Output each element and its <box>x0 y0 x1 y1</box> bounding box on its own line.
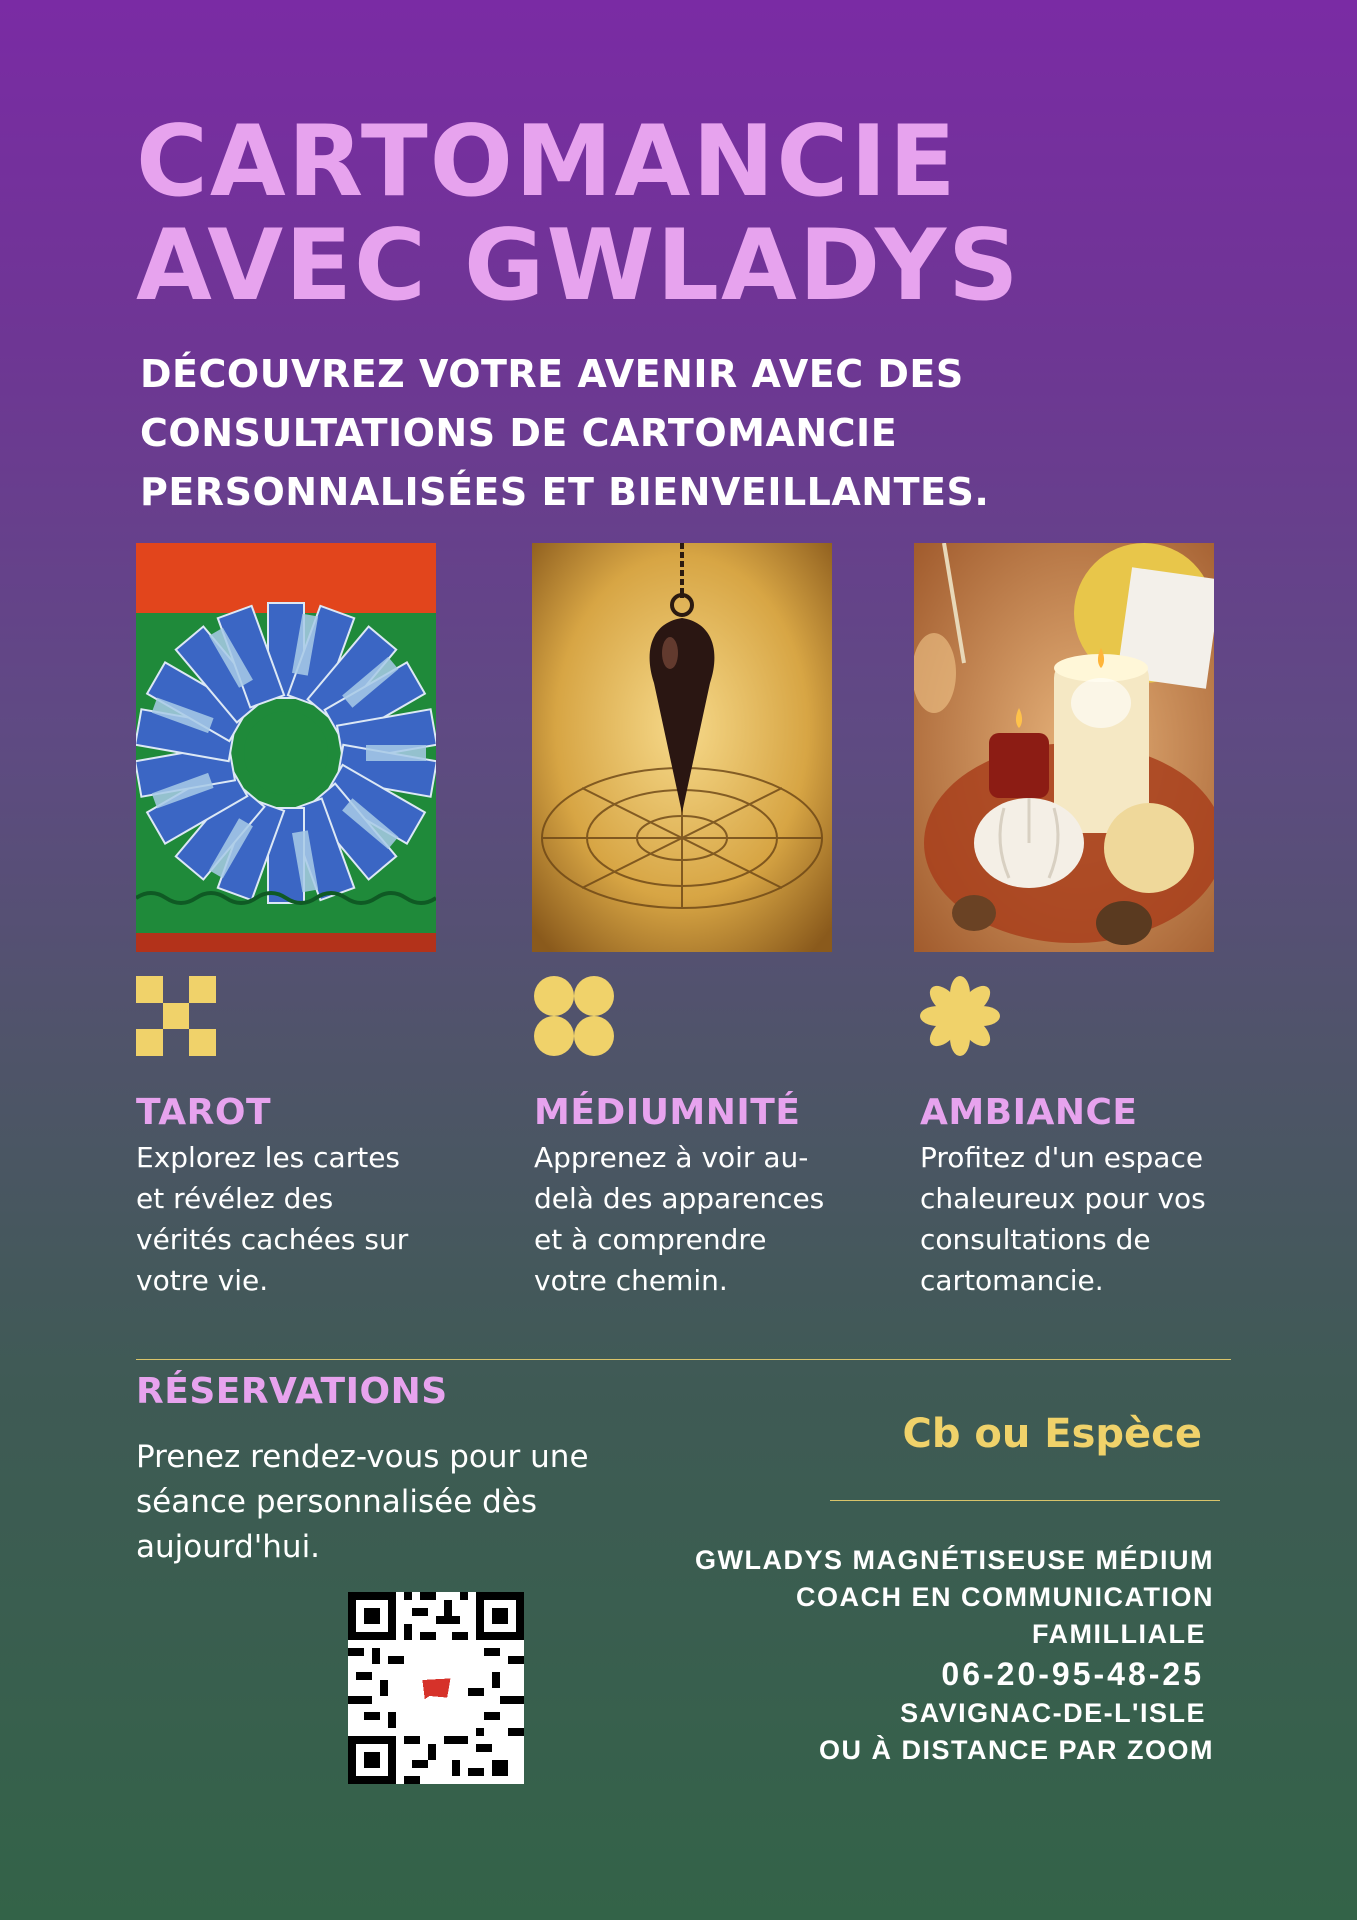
pendulum-photo <box>532 543 832 952</box>
page-title: CARTOMANCIE AVEC GWLADYS <box>136 105 1021 323</box>
feature-text-tarot: Explorez les cartes et révélez des vérités cachées sur votre vie. <box>136 1141 409 1297</box>
qr-code[interactable] <box>348 1592 524 1784</box>
feature-title-mediumnite: MÉDIUMNITÉ <box>534 1092 801 1133</box>
contact-remote: OU À DISTANCE PAR ZOOM <box>819 1735 1214 1765</box>
feature-text-mediumnite: Apprenez à voir au-delà des apparences et à comprendre votre chemin. <box>534 1141 825 1297</box>
checker-icon <box>136 976 216 1056</box>
reservations-title: RÉSERVATIONS <box>136 1371 448 1412</box>
reservations-text: Prenez rendez-vous pour une séance personnalisée dès aujourd'hui. <box>136 1439 589 1565</box>
feature-text-ambiance: Profitez d'un espace chaleureux pour vos consultations de cartomancie. <box>920 1141 1206 1297</box>
feature-title-tarot: TAROT <box>136 1092 272 1133</box>
payment-methods: Cb ou Espèce <box>902 1411 1202 1457</box>
contact-block <box>640 1542 1214 1769</box>
payment-divider <box>830 1500 1220 1501</box>
flower-icon <box>920 976 1000 1056</box>
feature-title-ambiance: AMBIANCE <box>920 1092 1138 1133</box>
four-circles-icon <box>534 976 614 1056</box>
tarot-cards-photo <box>136 543 436 952</box>
phone-number[interactable]: 06-20-95-48-25 <box>941 1656 1204 1692</box>
section-divider <box>136 1359 1231 1360</box>
candles-photo <box>914 543 1214 952</box>
contact-role-cont: FAMILLIALE <box>1032 1619 1206 1649</box>
contact-role: COACH EN COMMUNICATION <box>796 1582 1214 1612</box>
contact-city: SAVIGNAC-DE-L'ISLE <box>900 1698 1206 1728</box>
contact-name: GWLADYS MAGNÉTISEUSE MÉDIUM <box>694 1545 1214 1575</box>
page-subtitle: DÉCOUVREZ VOTRE AVENIR AVEC DES CONSULTATIONS DE CARTOMANCIE PERSONNALISÉES ET BIENVEILLANTES. <box>140 352 990 514</box>
